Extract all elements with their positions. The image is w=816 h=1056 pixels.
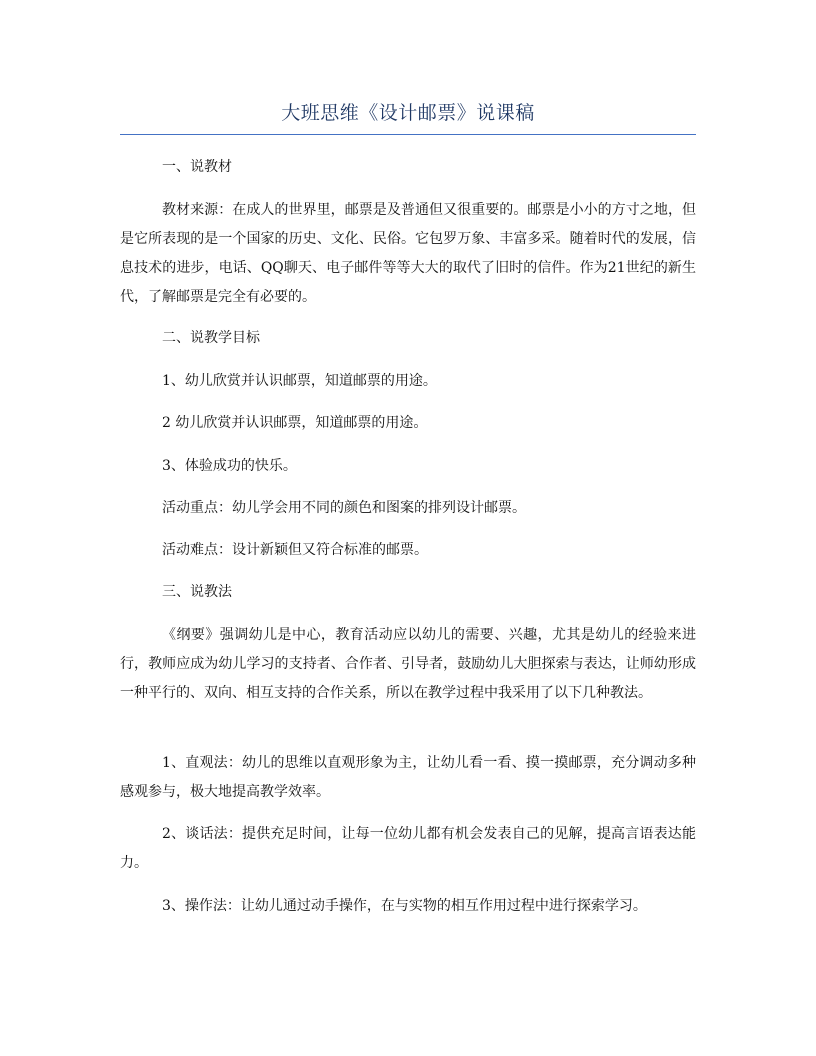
section-heading-goals: 二、说教学目标: [162, 330, 260, 346]
section-heading-methods: 三、说教法: [162, 584, 232, 600]
goal-item-2: 2 幼儿欣赏并认识邮票，知道邮票的用途。: [162, 415, 428, 431]
document-title: 大班思维《设计邮票》说课稿: [281, 102, 535, 124]
title-underline: [120, 134, 696, 135]
goal-item-3: 3、体验成功的快乐。: [162, 458, 297, 474]
section-heading-textbook: 一、说教材: [162, 159, 232, 175]
method-item-1: 1、直观法：幼儿的思维以直观形象为主，让幼儿看一看、摸一摸邮票，充分调动多种感观参与，极大地提高教学效率。: [120, 755, 696, 800]
key-point: 活动重点：幼儿学会用不同的颜色和图案的排列设计邮票。: [162, 500, 526, 516]
goal-item-1: 1、幼儿欣赏并认识邮票，知道邮票的用途。: [162, 373, 437, 389]
method-item-3: 3、操作法：让幼儿通过动手操作，在与实物的相互作用过程中进行探索学习。: [162, 898, 647, 914]
paragraph-textbook-source: 教材来源：在成人的世界里，邮票是及普通但又很重要的。邮票是小小的方寸之地，但是它所表现的是一个国家的历史、文化、民俗。它包罗万象、丰富多采。随着时代的发展，信息技术的进步，电话、QQ聊天、电子邮件等等大大的取代了旧时的信件。作为21世纪的新生代，了解邮票是完全有必要的。: [120, 202, 696, 305]
difficulty-point: 活动难点：设计新颖但又符合标准的邮票。: [162, 542, 428, 558]
paragraph-methods-intro: 《纲要》强调幼儿是中心，教育活动应以幼儿的需要、兴趣，尤其是幼儿的经验来进行，教师应成为幼儿学习的支持者、合作者、引导者，鼓励幼儿大胆探索与表达，让师幼形成一种平行的、双向、相互支持的合作关系，所以在教学过程中我采用了以下几种教法。: [120, 627, 696, 701]
method-item-2: 2、谈话法：提供充足时间，让每一位幼儿都有机会发表自己的见解，提高言语表达能力。: [120, 826, 696, 871]
